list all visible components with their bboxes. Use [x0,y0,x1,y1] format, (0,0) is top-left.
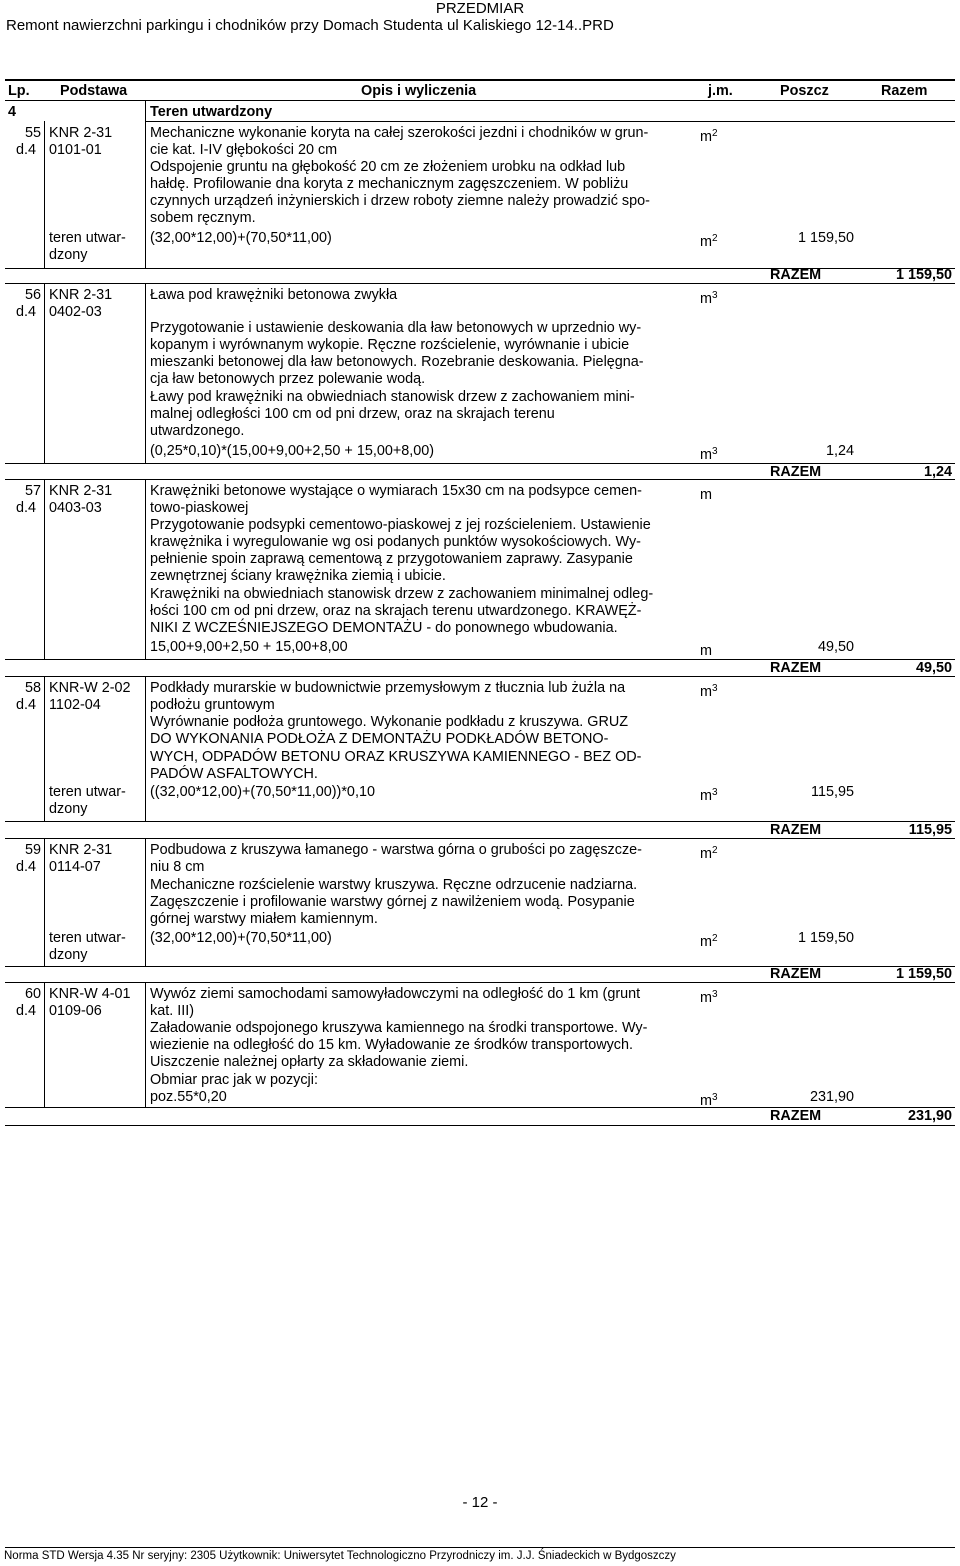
item-desc-line: Ławy pod krawężniki na obwiedniach stanowisk drzew z zachowaniem mini- [150,389,635,405]
calc-label: teren utwar- [49,784,126,800]
item-desc-line: Wywóz ziemi samochodami samowyładowczymi na odległość do 1 km (grunt [150,986,641,1002]
item-code: KNR-W 2-02 [49,680,131,696]
item-number: 57 [25,483,42,499]
document-header [0,0,960,34]
calc-formula: 15,00+9,00+2,50 + 15,00+8,00 [150,639,348,655]
calc-label: teren utwar- [49,930,126,946]
row-divider [145,479,146,659]
item-code: KNR 2-31 [49,483,113,499]
item-desc-line: Mechaniczne wykonanie koryta na całej szerokości jezdni i chodników w grun- [150,125,649,141]
item-unit: $m^2$ [700,128,718,145]
calc-unit: $m^3$ [700,1092,718,1109]
calc-label: dzony [49,947,88,963]
razem-value: 231,90 [907,1108,952,1124]
item-chapter: d.4 [16,500,37,516]
item-desc-line: Krawężniki betonowe wystające o wymiarach 15x30 cm na podsypce cemen- [150,483,642,499]
item-chapter: d.4 [16,697,37,713]
row-divider [145,838,146,966]
calc-quantity: 231,90 [809,1089,854,1105]
item-desc-line: sobem ręcznym. [150,210,256,226]
item-desc-line: NIKI Z WCZEŚNIEJSZEGO DEMONTAŻU - do ponownego wbudowania. [150,620,618,636]
row-divider [145,982,146,1107]
razem-value: 1 159,50 [895,966,952,982]
calc-formula: (0,25*0,10)*(15,00+9,00+2,50 + 15,00+8,00) [150,443,435,459]
footer-text: Norma STD Wersja 4.35 Nr seryjny: 2305 Użytkownik: Uniwersytet Technologiczno Przyrodniczy im. J.J. Śniadeckich w Bydgoszczy [4,1550,676,1562]
item-code: KNR 2-31 [49,287,113,303]
item-desc-line: hałdę. Profilowanie dna koryta z mechanicznym zagęszczeniem. W pobliżu [150,176,629,192]
row-rule [5,479,955,480]
item-chapter: d.4 [16,1003,37,1019]
item-desc-line: Podbudowa z kruszywa łamanego - warstwa górna o grubości po zagęszcze- [150,842,642,858]
item-number: 56 [25,287,42,303]
col-podstawa: Podstawa [60,83,128,99]
item-desc-line: cie kat. I-IV głębokości 20 cm [150,142,338,158]
table-top-rule [5,79,955,81]
calc-formula: ((32,00*12,00)+(70,50*11,00))*0,10 [150,784,375,800]
item-code-detail: 1102-04 [49,697,101,713]
calc-quantity: 115,95 [811,784,854,800]
item-code-detail: 0403-03 [49,500,102,516]
item-desc-line: łości 100 cm od pni drzew, oraz na skrajach terenu utwardzonego. KRAWĘŻ- [150,603,642,619]
item-desc-line: utwardzonego. [150,423,245,439]
section-title: Teren utwardzony [150,104,273,120]
row-rule [5,1125,955,1126]
razem-label: RAZEM [770,464,822,480]
item-desc-line: Odspojenie gruntu na głębokość 20 cm ze złożeniem urobku na odkład lub [150,159,626,175]
item-desc-line: DO WYKONANIA PODŁOŻA Z DEMONTAŻU PODKŁADÓW BETONO- [150,731,609,747]
section-number: 4 [8,104,17,120]
row-divider [44,121,45,268]
item-number: 55 [25,125,42,141]
col-jm: j.m. [708,83,733,99]
item-desc-line: PADÓW ASFALTOWYCH. [150,766,318,782]
table-header-bottom-rule [5,100,955,101]
calc-unit: $m^3$ [700,787,718,804]
item-code: KNR-W 4-01 [49,986,131,1002]
item-desc-line: podłożu gruntowym [150,697,275,713]
razem-value: 49,50 [915,660,952,676]
item-code-detail: 0114-07 [49,859,101,875]
calc-label: dzony [49,247,88,263]
item-chapter: d.4 [16,304,37,320]
calc-unit: m [700,643,712,659]
page-number: - 12 - [462,1494,498,1511]
item-unit: m [700,487,712,503]
calc-formula: (32,00*12,00)+(70,50*11,00) [150,230,332,246]
item-desc-line: kopanym i wyrównanym wykopie. Ręczne rozścielenie, wyrównanie i ubicie [150,337,630,353]
item-desc-line: wiezienie na odległość do 15 km. Wyładowanie ze środków transportowych. [150,1037,633,1053]
item-code-detail: 0101-01 [49,142,102,158]
item-desc-line: zewnętrznej ściany krawężnika ziemią i ubicie. [150,568,446,584]
item-desc-line: WYCH, ODPADÓW BETONU ORAZ KRUSZYWA KAMIENNEGO - BEZ OD- [150,749,642,765]
razem-label: RAZEM [770,822,822,838]
row-divider [44,982,45,1107]
row-divider [44,676,45,821]
razem-label: RAZEM [770,267,822,283]
razem-label: RAZEM [770,660,822,676]
item-desc-line: czynnych urządzeń inżynierskich i drzew roboty ziemne należy prowadzić spo- [150,193,650,209]
calc-quantity: 1 159,50 [797,930,854,946]
razem-value: 1,24 [923,464,952,480]
item-code: KNR 2-31 [49,125,113,141]
footer-rule [5,1547,955,1548]
item-chapter: d.4 [16,142,37,158]
col-lp: Lp. [8,83,30,99]
row-rule [5,838,955,839]
razem-label: RAZEM [770,966,822,982]
item-desc-line: mieszanki betonowej dla ław betonowych. Rozebranie deskowania. Pielęgna- [150,354,644,370]
calc-quantity: 49,50 [817,639,854,655]
row-divider [145,676,146,821]
row-divider [44,479,45,659]
calc-formula: (32,00*12,00)+(70,50*11,00) [150,930,332,946]
col-opis: Opis i wyliczenia [361,83,477,99]
calc-formula: poz.55*0,20 [150,1089,227,1105]
item-desc-line: kat. III) [150,1003,194,1019]
calc-unit: $m^2$ [700,933,718,950]
item-desc-line: Wyrównanie podłoża gruntowego. Wykonanie podkładu z kruszywa. GRUZ [150,714,629,730]
razem-value: 1 159,50 [895,267,952,283]
item-desc-line: towo-piaskowej [150,500,249,516]
item-desc-line: Załadowanie odspojonego kruszywa kamiennego na środki transportowe. Wy- [150,1020,648,1036]
item-desc-line: Przygotowanie i ustawienie deskowania dla ław betonowych w uprzednio wy- [150,320,642,336]
item-unit: $m^3$ [700,290,718,307]
item-desc-line: malnej odległości 100 cm od pni drzew, oraz na skrajach terenu [150,406,555,422]
item-code-detail: 0402-03 [49,304,102,320]
item-code: KNR 2-31 [49,842,113,858]
row-divider [145,283,146,463]
calc-label: dzony [49,801,88,817]
calc-unit: $m^2$ [700,233,718,250]
col-poszcz: Poszcz [780,83,829,99]
calc-label: teren utwar- [49,230,126,246]
item-desc-line: niu 8 cm [150,859,205,875]
item-desc-line: Mechaniczne rozścielenie warstwy kruszywa. Ręczne odrzucenie nadziarna. [150,877,638,893]
row-rule [5,982,955,983]
item-desc-line: Krawężniki na obwiedniach stanowisk drzew z zachowaniem minimalnej odleg- [150,586,654,602]
item-desc-line: Uiszczenie należnej opłarty za składowanie ziemi. [150,1054,469,1070]
item-title: Ława pod krawężniki betonowa zwykła [150,287,398,303]
document-subtitle: Remont nawierzchni parkingu i chodników przy Domach Studenta ul Kaliskiego 12-14..PRD [6,17,614,34]
item-desc-line: Podkłady murarskie w budownictwie przemysłowym z tłucznia lub żużla na [150,680,626,696]
item-unit: $m^3$ [700,989,718,1006]
row-divider [44,283,45,463]
row-rule [5,676,955,677]
item-desc-line: Przygotowanie podsypki cementowo-piaskowej z jej rozścieleniem. Ustawienie [150,517,651,533]
item-desc-line: Obmiar prac jak w pozycji: [150,1072,318,1088]
calc-unit: $m^3$ [700,446,718,463]
item-desc-line: Zagęszczenie i profilowanie warstwy górnej z nawilżeniem wodą. Posypanie [150,894,635,910]
section-divider [145,100,146,121]
item-desc-line: górnej warstwy miałem kamiennym. [150,911,378,927]
item-code-detail: 0109-06 [49,1003,102,1019]
item-number: 58 [25,680,42,696]
item-desc-line: cja ław betonowych przez polewanie wodą. [150,371,426,387]
item-chapter: d.4 [16,859,37,875]
row-rule [5,283,955,284]
row-divider [145,121,146,268]
item-number: 60 [25,986,42,1002]
item-desc-line: pełnienie spoin zaprawą cementową z przygotowaniem zaprawy. Zasypanie [150,551,633,567]
calc-quantity: 1,24 [825,443,854,459]
razem-label: RAZEM [770,1108,822,1124]
calc-quantity: 1 159,50 [797,230,854,246]
item-unit: $m^3$ [700,683,718,700]
col-razem: Razem [881,83,928,99]
section-rule [145,121,955,122]
row-divider [44,838,45,966]
item-number: 59 [25,842,42,858]
razem-value: 115,95 [908,822,952,838]
item-desc-line: krawężnika i wyregulowanie wg osi podanych punktów wysokościowych. Wy- [150,534,641,550]
item-unit: $m^2$ [700,845,718,862]
document-title: PRZEDMIAR [435,0,525,17]
